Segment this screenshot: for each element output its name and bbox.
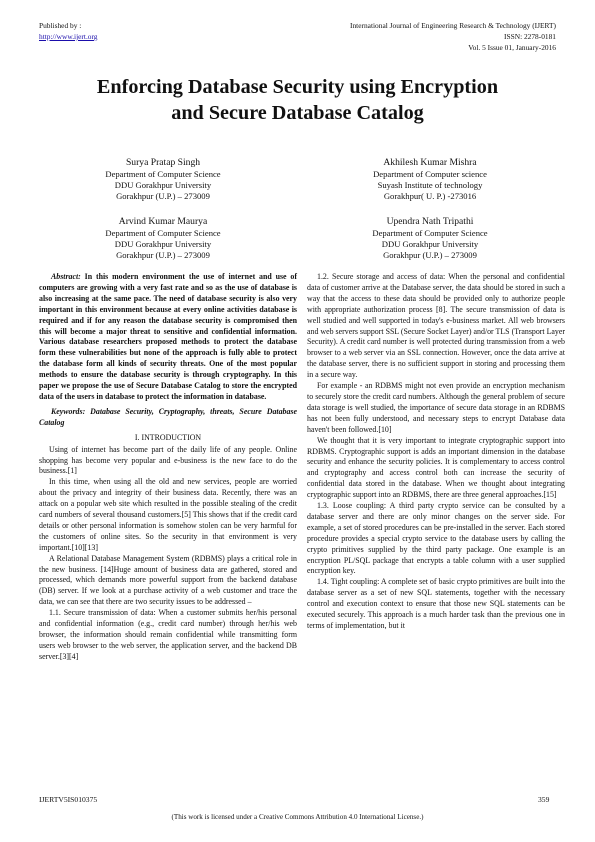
author-block-3 — [73, 216, 253, 262]
author-dept: Department of Computer science — [373, 169, 487, 179]
paper-title — [40, 74, 555, 126]
paragraph: 1.1. Secure transmission of data: When a customer submits her/his personal and confidential information (e.g., credit card number) through her/his web browser, the information should remain confidential while transmitting form users web browser to the web server, the application server, and the backend DB server.[3][4] — [39, 608, 297, 661]
right-column — [307, 272, 565, 632]
author-dept: Department of Computer Science — [105, 169, 221, 179]
keywords — [39, 407, 297, 429]
paragraph: Using of internet has become part of the daily life of any people. Online shopping has become very popular and e-business is the new face to do the business.[1] — [39, 444, 297, 476]
left-column — [39, 272, 297, 663]
author-block-1 — [73, 157, 253, 203]
author-block-2 — [340, 157, 520, 203]
author-institution: DDU Gorakhpur University — [114, 180, 212, 191]
author-name: Arvind Kumar Maurya — [118, 216, 208, 227]
journal-url-link[interactable]: http://www.ijert.org — [39, 32, 98, 41]
author-dept: Department of Computer Science — [372, 228, 488, 238]
paper-title-line1: Enforcing Database Security using Encryption — [96, 76, 499, 98]
license-notice: (This work is licensed under a Creative Commons Attribution 4.0 International License.) — [171, 813, 424, 821]
paragraph: 1.2. Secure storage and access of data: When the personal and confidential data of customer arrive at the Database server, the data should be stored in such a way that the access to these data should be provided only to authorize people with appropriate authorization process [8]. The secure transmission of data is well studied and well supported in today's e-business market. All web browsers and web servers support SSL (Secure Socket Layer) and/or TLS (Transport Layer Security). A credit card number is well protected during transmission from a web browser to a web server via an SSL connection. However, once the data arrive at the database server, there is no sufficient support in storing and processing them in a secure way. — [307, 272, 565, 380]
author-location: Gorakhpur (U.P.) – 273009 — [116, 250, 210, 261]
author-institution: Suyash Institute of technology — [377, 180, 483, 191]
paragraph: In this time, when using all the old and new services, people are worried about the privacy and integrity of their business data. Recently, there was an attack on a popular web site which resulted in the possible stealing of the credit card numbers of several thousand customers.[5] This shows that if the credit card details or other personal information is somehow stolen can be very harmful for the customers of online sites. So the security in that environment is very important.[10][13] — [39, 477, 297, 552]
abstract — [39, 272, 297, 403]
paragraph: A Relational Database Management System (RDBMS) plays a critical role in the new business. [14]Huge amount of business data are gathered, stored and processed, which demands more powerful support from the backend database (DB) server. If we look at a purchase activity of a web customer and trace the data, we can see that there are two security issues to be addressed – — [39, 553, 297, 607]
author-location: Gorakhpur (U.P.) – 273009 — [383, 250, 477, 261]
paragraph: We thought that it is very important to integrate cryptographic support into RDBMS. Cryptographic support is adds an important dimension in the database security and enhance the security policies. It is complementary to access control and cryptography and access control both can increase the security of confidential data stored in the database. When we thought about integrating cryptographic support into an RDBMS, there are three general approaches.[15] — [307, 435, 565, 500]
abstract-text: In this modern environment the use of internet and use of computers are growing with a very fast rate and so as the use of database is also increasing at the same pace. The need of database security is also very important in this environment because at every online activities database is required and if for any reason the database security is compromised then this will become a major threat to sensitive and confidential information. Various database researchers proposed methods to protect the database form these vulnerabilities but none of the approach is fully able to protect the database form all kinds of security threats. One of the most popular methods to ensure the database security is through cryptography. In this paper we propose the use of Secure Database Catalog to store the encrypted data of the users in database to protect the information in database. — [39, 272, 297, 401]
author-location: Gorakhpur( U. P.) -273016 — [383, 191, 477, 202]
section-heading-introduction: I. INTRODUCTION — [134, 432, 202, 442]
author-institution: DDU Gorakhpur University — [114, 239, 212, 250]
paper-title-line2: and Secure Database Catalog — [171, 102, 424, 124]
page-number: 359 — [538, 795, 550, 804]
paragraph: 1.3. Loose coupling: A third party crypto service can be consulted by a database server and there are only minor changes on the server side. For example, a set of stored procedures can be pre-installed in the server. Each stored procedure provides a special crypto service to the database users by calling the crypto primitives supplied by the third party package. One example is an encryption PL/SQL package that encrypts a table column with a user supplied encryption key. — [307, 501, 565, 576]
paragraph: 1.4. Tight coupling: A complete set of basic crypto primitives are built into the database server as a set of new SQL statements, together with the necessary control and execution context to ensure that those new SQL statements can be executed securely. This approach is a much harder task than the previous one in terms of implementation, but it — [307, 577, 565, 630]
publisher-label: Published by : — [39, 21, 82, 30]
author-location: Gorakhpur (U.P.) – 273009 — [116, 191, 210, 202]
author-name: Upendra Nath Tripathi — [386, 216, 474, 227]
keywords-text: Database Security, Cryptography, threats, Secure Database Catalog — [39, 406, 297, 427]
volume-issue: Vol. 5 Issue 01, January-2016 — [468, 43, 556, 52]
paragraph: For example - an RDBMS might not even provide an encryption mechanism to securely store the credit card numbers. Although the general problem of secure data storage is well studied, the importance of secure data storage in an RDBMS has not been fully understood, and necessary steps to encrypt Database data haven't been followed.[10] — [307, 381, 565, 434]
paper-id: IJERTV5IS010375 — [39, 795, 98, 804]
issn: ISSN: 2278-0181 — [504, 32, 556, 41]
author-dept: Department of Computer Science — [105, 228, 221, 238]
author-institution: DDU Gorakhpur University — [381, 239, 479, 250]
author-block-4 — [340, 216, 520, 262]
author-name: Surya Pratap Singh — [125, 157, 201, 168]
journal-name: International Journal of Engineering Research & Technology (IJERT) — [350, 21, 556, 30]
abstract-label: Abstract: — [51, 272, 81, 281]
keywords-label: Keywords: — [51, 406, 86, 416]
author-name: Akhilesh Kumar Mishra — [383, 157, 477, 168]
